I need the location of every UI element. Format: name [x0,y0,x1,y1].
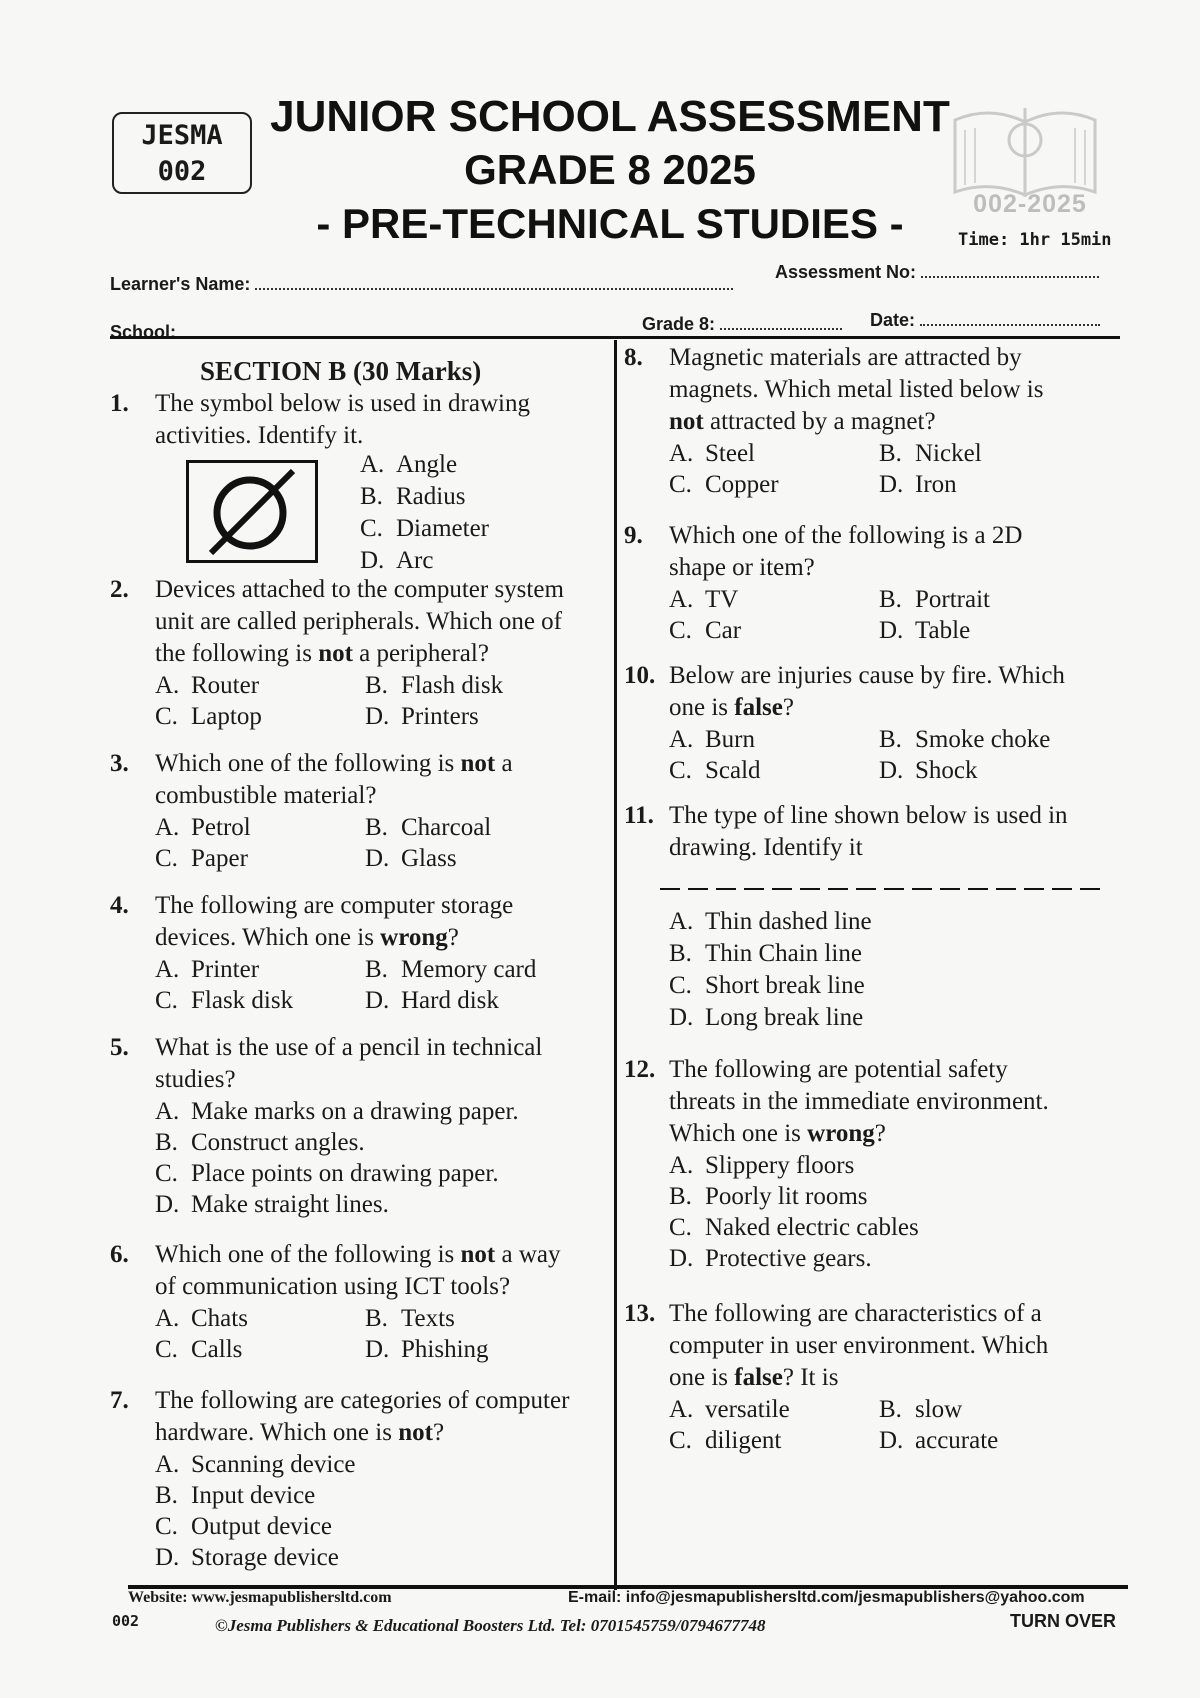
option-d[interactable]: D. Iron [879,471,957,498]
option-a[interactable]: A. Scanning device [155,1451,356,1478]
option-d[interactable]: D. Printers [365,703,479,730]
option-b[interactable]: B. Texts [365,1305,455,1332]
option-c[interactable]: C. Diameter [360,515,490,542]
option-a[interactable]: A. Make marks on a drawing paper. [155,1098,519,1125]
options [155,1096,610,1220]
option-c[interactable]: C. Short break line [669,972,865,999]
option-d[interactable]: D. Make straight lines. [155,1191,389,1218]
question-text: magnets. Which metal listed below is [669,376,1044,403]
question-8 [624,342,1114,500]
question-number: 6. [110,1241,129,1268]
option-d[interactable]: D. Storage device [155,1544,339,1571]
option-d[interactable]: D. Long break line [669,1004,864,1031]
options [155,1449,610,1573]
question-text: The following are categories of computer [155,1387,570,1414]
option-b[interactable]: B. Thin Chain line [669,940,862,967]
options [669,1394,1114,1456]
option-b[interactable]: B. Flash disk [365,672,504,699]
option-c[interactable]: C. Flask disk [155,987,294,1014]
question-text: of communication using ICT tools? [155,1273,511,1300]
question-text: Magnetic materials are attracted by [669,344,1022,371]
option-c[interactable]: C. Scald [669,757,761,784]
question-number: 5. [110,1034,129,1061]
header-rule [110,336,1120,339]
option-a[interactable]: A. Slippery floors [669,1152,855,1179]
options [669,1150,1114,1274]
question-text: The type of line shown below is used in [669,802,1068,829]
question-9 [624,520,1114,646]
question-number: 2. [110,576,129,603]
question-text: Which one of the following is not a [155,750,513,777]
footer-website[interactable]: Website: www.jesmapublishersltd.com [128,1589,392,1606]
question-4 [110,890,610,1016]
title-line-2: GRADE 8 2025 [464,146,756,193]
question-text: one is false? It is [669,1364,839,1391]
option-a[interactable]: A. Steel [669,440,755,467]
question-2 [110,574,610,732]
option-a[interactable]: A. versatile [669,1396,790,1423]
option-d[interactable]: D. Protective gears. [669,1245,872,1272]
question-text: Which one is wrong? [669,1120,886,1147]
option-b[interactable]: B. Poorly lit rooms [669,1183,868,1210]
question-text: drawing. Identify it [669,834,863,861]
learner-name-line[interactable] [255,274,733,290]
question-text: threats in the immediate environment. [669,1088,1049,1115]
options [669,724,1114,786]
assessment-no-field[interactable] [775,262,1099,283]
question-text: The following are characteristics of a [669,1300,1042,1327]
school-label: School: [110,322,176,342]
options [155,954,610,1016]
option-b[interactable]: B. slow [879,1396,963,1423]
option-a[interactable]: A. Printer [155,956,260,983]
question-11-options [669,906,1109,1034]
option-b[interactable]: B. Construct angles. [155,1129,365,1156]
option-c[interactable]: C. Calls [155,1336,243,1363]
grade-line[interactable] [720,314,842,330]
question-text: The following are potential safety [669,1056,1008,1083]
column-divider [614,340,617,1590]
option-a[interactable]: A. Angle [360,451,458,478]
option-d[interactable]: D. Glass [365,845,457,872]
option-b[interactable]: B. Charcoal [365,814,492,841]
question-number: 3. [110,750,129,777]
option-b[interactable]: B. Portrait [879,586,990,613]
section-title: SECTION B (30 Marks) [200,356,482,386]
question-text: devices. Which one is wrong? [155,924,459,951]
assessment-no-label: Assessment No: [775,262,917,282]
date-label: Date: [870,310,916,330]
option-d[interactable]: D. Shock [879,757,978,784]
option-a[interactable]: A. Petrol [155,814,251,841]
question-text: The following are computer storage [155,892,514,919]
option-c[interactable]: C. Naked electric cables [669,1214,919,1241]
question-text: The symbol below is used in drawing [155,390,530,417]
options [155,812,610,874]
question-text: computer in user environment. Which [669,1332,1049,1359]
dashed-line-sample-icon [660,884,1100,894]
question-number: 9. [624,522,643,549]
date-field[interactable] [870,310,1100,331]
option-c[interactable]: C. Car [669,617,742,644]
time-allowed: Time: 1hr 15min [958,230,1112,250]
option-c[interactable]: C. Place points on drawing paper. [155,1160,499,1187]
turn-over-label: TURN OVER [1010,1611,1117,1631]
question-10 [624,660,1114,786]
question-number: 1. [110,390,129,417]
options [669,584,1114,646]
option-c[interactable]: C. Copper [669,471,779,498]
question-text: the following is not a peripheral? [155,640,489,667]
question-number: 7. [110,1387,129,1414]
option-c[interactable]: C. Output device [155,1513,332,1540]
date-line[interactable] [920,310,1100,326]
title-line-1: JUNIOR SCHOOL ASSESSMENT [270,92,950,141]
options [669,438,1114,500]
question-number: 13. [624,1300,656,1327]
option-b[interactable]: B. Radius [360,483,466,510]
option-d[interactable]: D. Hard disk [365,987,499,1014]
grade-field[interactable] [642,314,842,335]
question-13 [624,1298,1114,1456]
question-text: combustible material? [155,782,377,809]
learner-name-label: Learner's Name: [110,274,251,294]
footer-email[interactable]: E-mail: info@jesmapublishersltd.com/jesmapublishers@yahoo.com [568,1589,1085,1606]
question-11 [624,800,1114,864]
question-text: Below are injuries cause by fire. Which [669,662,1065,689]
question-number: 11. [624,802,654,829]
question-number: 10. [624,662,656,689]
question-text: not attracted by a magnet? [669,408,936,435]
question-text: Which one of the following is not a way [155,1241,561,1268]
question-text: shape or item? [669,554,815,581]
school-field[interactable] [110,322,621,343]
grade-label: Grade 8: [642,314,716,334]
option-c[interactable]: C. diligent [669,1427,782,1454]
option-b[interactable]: B. Smoke choke [879,726,1051,753]
question-text: Devices attached to the computer system [155,576,564,603]
option-b[interactable]: B. Nickel [879,440,982,467]
question-text: hardware. Which one is not? [155,1419,445,1446]
title-line-3: - PRE-TECHNICAL STUDIES - [316,200,904,247]
option-a[interactable]: A. Burn [669,726,755,753]
options [155,670,610,732]
option-c[interactable]: C. Paper [155,845,248,872]
footer-copyright: ©Jesma Publishers & Educational Boosters Ltd. Tel: 0701545759/0794677748 [215,1616,766,1635]
option-b[interactable]: B. Memory card [365,956,537,983]
question-number: 8. [624,344,643,371]
option-d[interactable]: D. Arc [360,547,434,574]
question-text: unit are called peripherals. Which one of [155,608,563,635]
question-1-options [360,449,580,577]
seal-code: 002-2025 [973,190,1087,218]
assessment-no-line[interactable] [921,262,1099,278]
learner-name-field[interactable] [110,274,733,295]
question-number: 12. [624,1056,656,1083]
option-d[interactable]: D. Phishing [365,1336,489,1363]
option-a[interactable]: A. Router [155,672,260,699]
option-c[interactable]: C. Laptop [155,703,262,730]
option-a[interactable]: A. TV [669,586,739,613]
option-a[interactable]: A. Thin dashed line [669,908,872,935]
question-number: 4. [110,892,129,919]
option-d[interactable]: D. accurate [879,1427,999,1454]
question-3 [110,748,610,874]
page-title [270,90,950,252]
badge-name: JESMA [141,120,223,151]
option-d[interactable]: D. Table [879,617,971,644]
options [155,1303,610,1365]
question-text: What is the use of a pencil in technical [155,1034,543,1061]
badge-code: 002 [157,156,207,187]
question-text: activities. Identify it. [155,422,364,449]
question-7 [110,1385,610,1573]
option-a[interactable]: A. Chats [155,1305,248,1332]
question-5 [110,1032,610,1220]
option-b[interactable]: B. Input device [155,1482,316,1509]
jesma-badge [112,112,252,194]
question-12 [624,1054,1114,1274]
footer-code: 002 [112,1612,140,1630]
question-6 [110,1239,610,1365]
question-text: studies? [155,1066,236,1093]
question-text: Which one of the following is a 2D [669,522,1023,549]
diameter-symbol-icon [186,460,318,563]
question-text: one is false? [669,694,794,721]
question-1 [110,388,610,452]
